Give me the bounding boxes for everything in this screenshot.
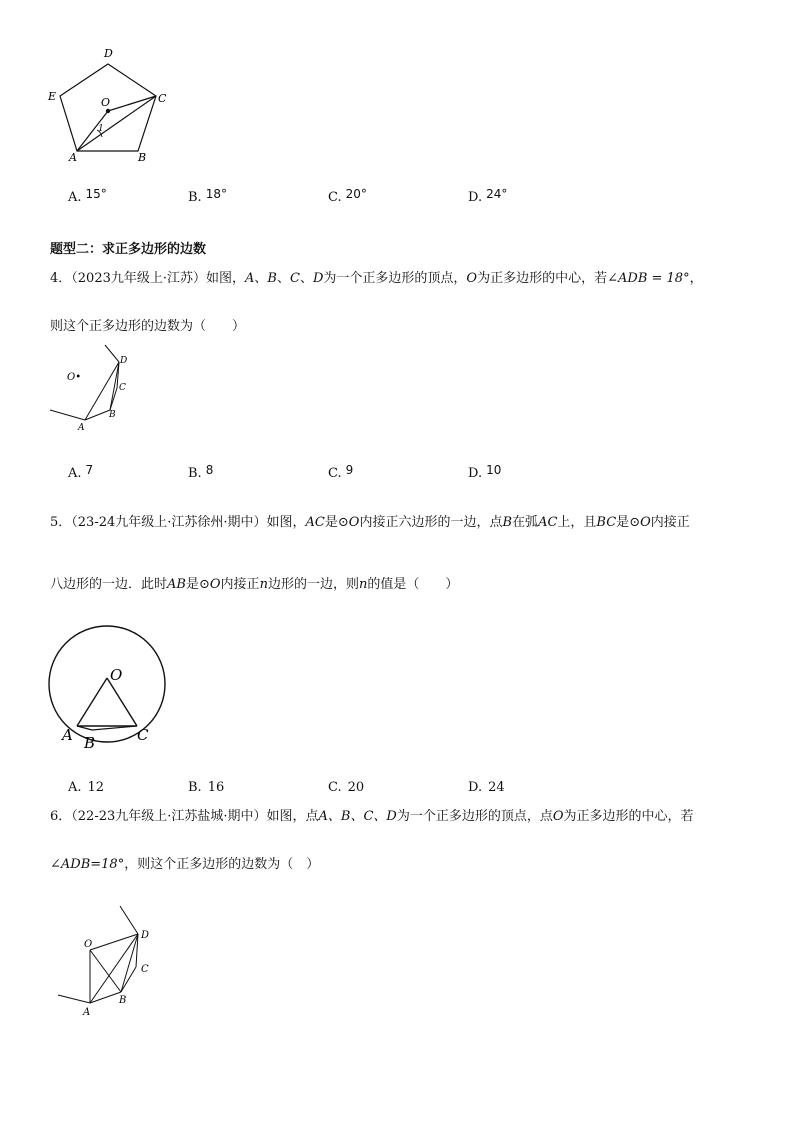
section-heading: 题型二：求正多边形的边数: [50, 242, 207, 257]
q6-label-o: O: [84, 939, 93, 950]
q5-option-a[interactable]: A. 12: [68, 780, 105, 795]
q6-angle: ∠ADB=18°: [50, 857, 125, 872]
label-d: D: [104, 47, 113, 60]
q3-option-a[interactable]: A. 15°: [68, 187, 107, 205]
label-a: A: [69, 151, 77, 164]
label-b: B: [138, 151, 147, 164]
q5-stem-line2: 八边形的一边．此时AB是⊙O内接正n边形的一边，则n的值是（ ）: [50, 577, 459, 592]
q4-option-a[interactable]: A. 7: [68, 463, 94, 481]
q3-option-d[interactable]: D. 24°: [468, 187, 508, 205]
q4-label-a: A: [78, 423, 85, 433]
label-angle-1: 1: [98, 124, 104, 134]
q6-label-a: A: [83, 1007, 91, 1018]
q5-option-b[interactable]: B. 16: [188, 780, 225, 795]
q3-option-c[interactable]: C. 20°: [328, 187, 367, 205]
q4-label-d: D: [120, 356, 128, 366]
q4-label-c: C: [119, 383, 126, 393]
q5-label-c: C: [137, 726, 149, 744]
q4-stem-line2: 则这个正多边形的边数为（ ）: [50, 319, 246, 334]
q5-circle-figure: [40, 618, 175, 758]
q5-label-b: B: [84, 734, 96, 752]
q4-stem: 4．（2023九年级上·江苏）如图，A、B、C、D为一个正多边形的顶点，O为正多边形的中心，若∠ADB = 18°，: [50, 271, 703, 286]
q5-option-c[interactable]: C. 20: [328, 780, 365, 795]
label-c: C: [158, 92, 167, 105]
q4-option-d[interactable]: D. 10: [468, 463, 502, 481]
label-e: E: [48, 90, 57, 103]
q6-figure: [50, 900, 170, 1020]
q6-label-c: C: [141, 964, 149, 975]
q4-option-b[interactable]: B. 8: [188, 463, 214, 481]
q5-label-o: O: [110, 666, 123, 684]
q6-label-b: B: [119, 995, 127, 1006]
q5-stem: 5．（23-24九年级上·江苏徐州·期中）如图，AC是⊙O内接正六边形的一边，点B在弧AC上，且BC是⊙O内接正: [50, 515, 690, 530]
q5-label-a: A: [62, 726, 73, 744]
q6-stem: 6．（22-23九年级上·江苏盐城·期中）如图，点A、B、C、D为一个正多边形的顶点，点O为正多边形的中心，若: [50, 809, 694, 824]
q5-option-d[interactable]: D. 24: [468, 780, 505, 795]
q4-label-b: B: [109, 410, 116, 420]
q6-label-d: D: [141, 930, 150, 941]
pentagon-figure: [40, 40, 180, 170]
q4-label-o: O•: [67, 372, 82, 383]
q4-figure: [45, 340, 145, 435]
q4-option-c[interactable]: C. 9: [328, 463, 354, 481]
q6-stem-line2: ∠ADB=18°，则这个正多边形的边数为（ ）: [50, 857, 320, 872]
label-o: O: [101, 96, 111, 109]
q4-angle: ∠ADB = 18°: [607, 271, 690, 286]
q3-option-b[interactable]: B. 18°: [188, 187, 227, 205]
